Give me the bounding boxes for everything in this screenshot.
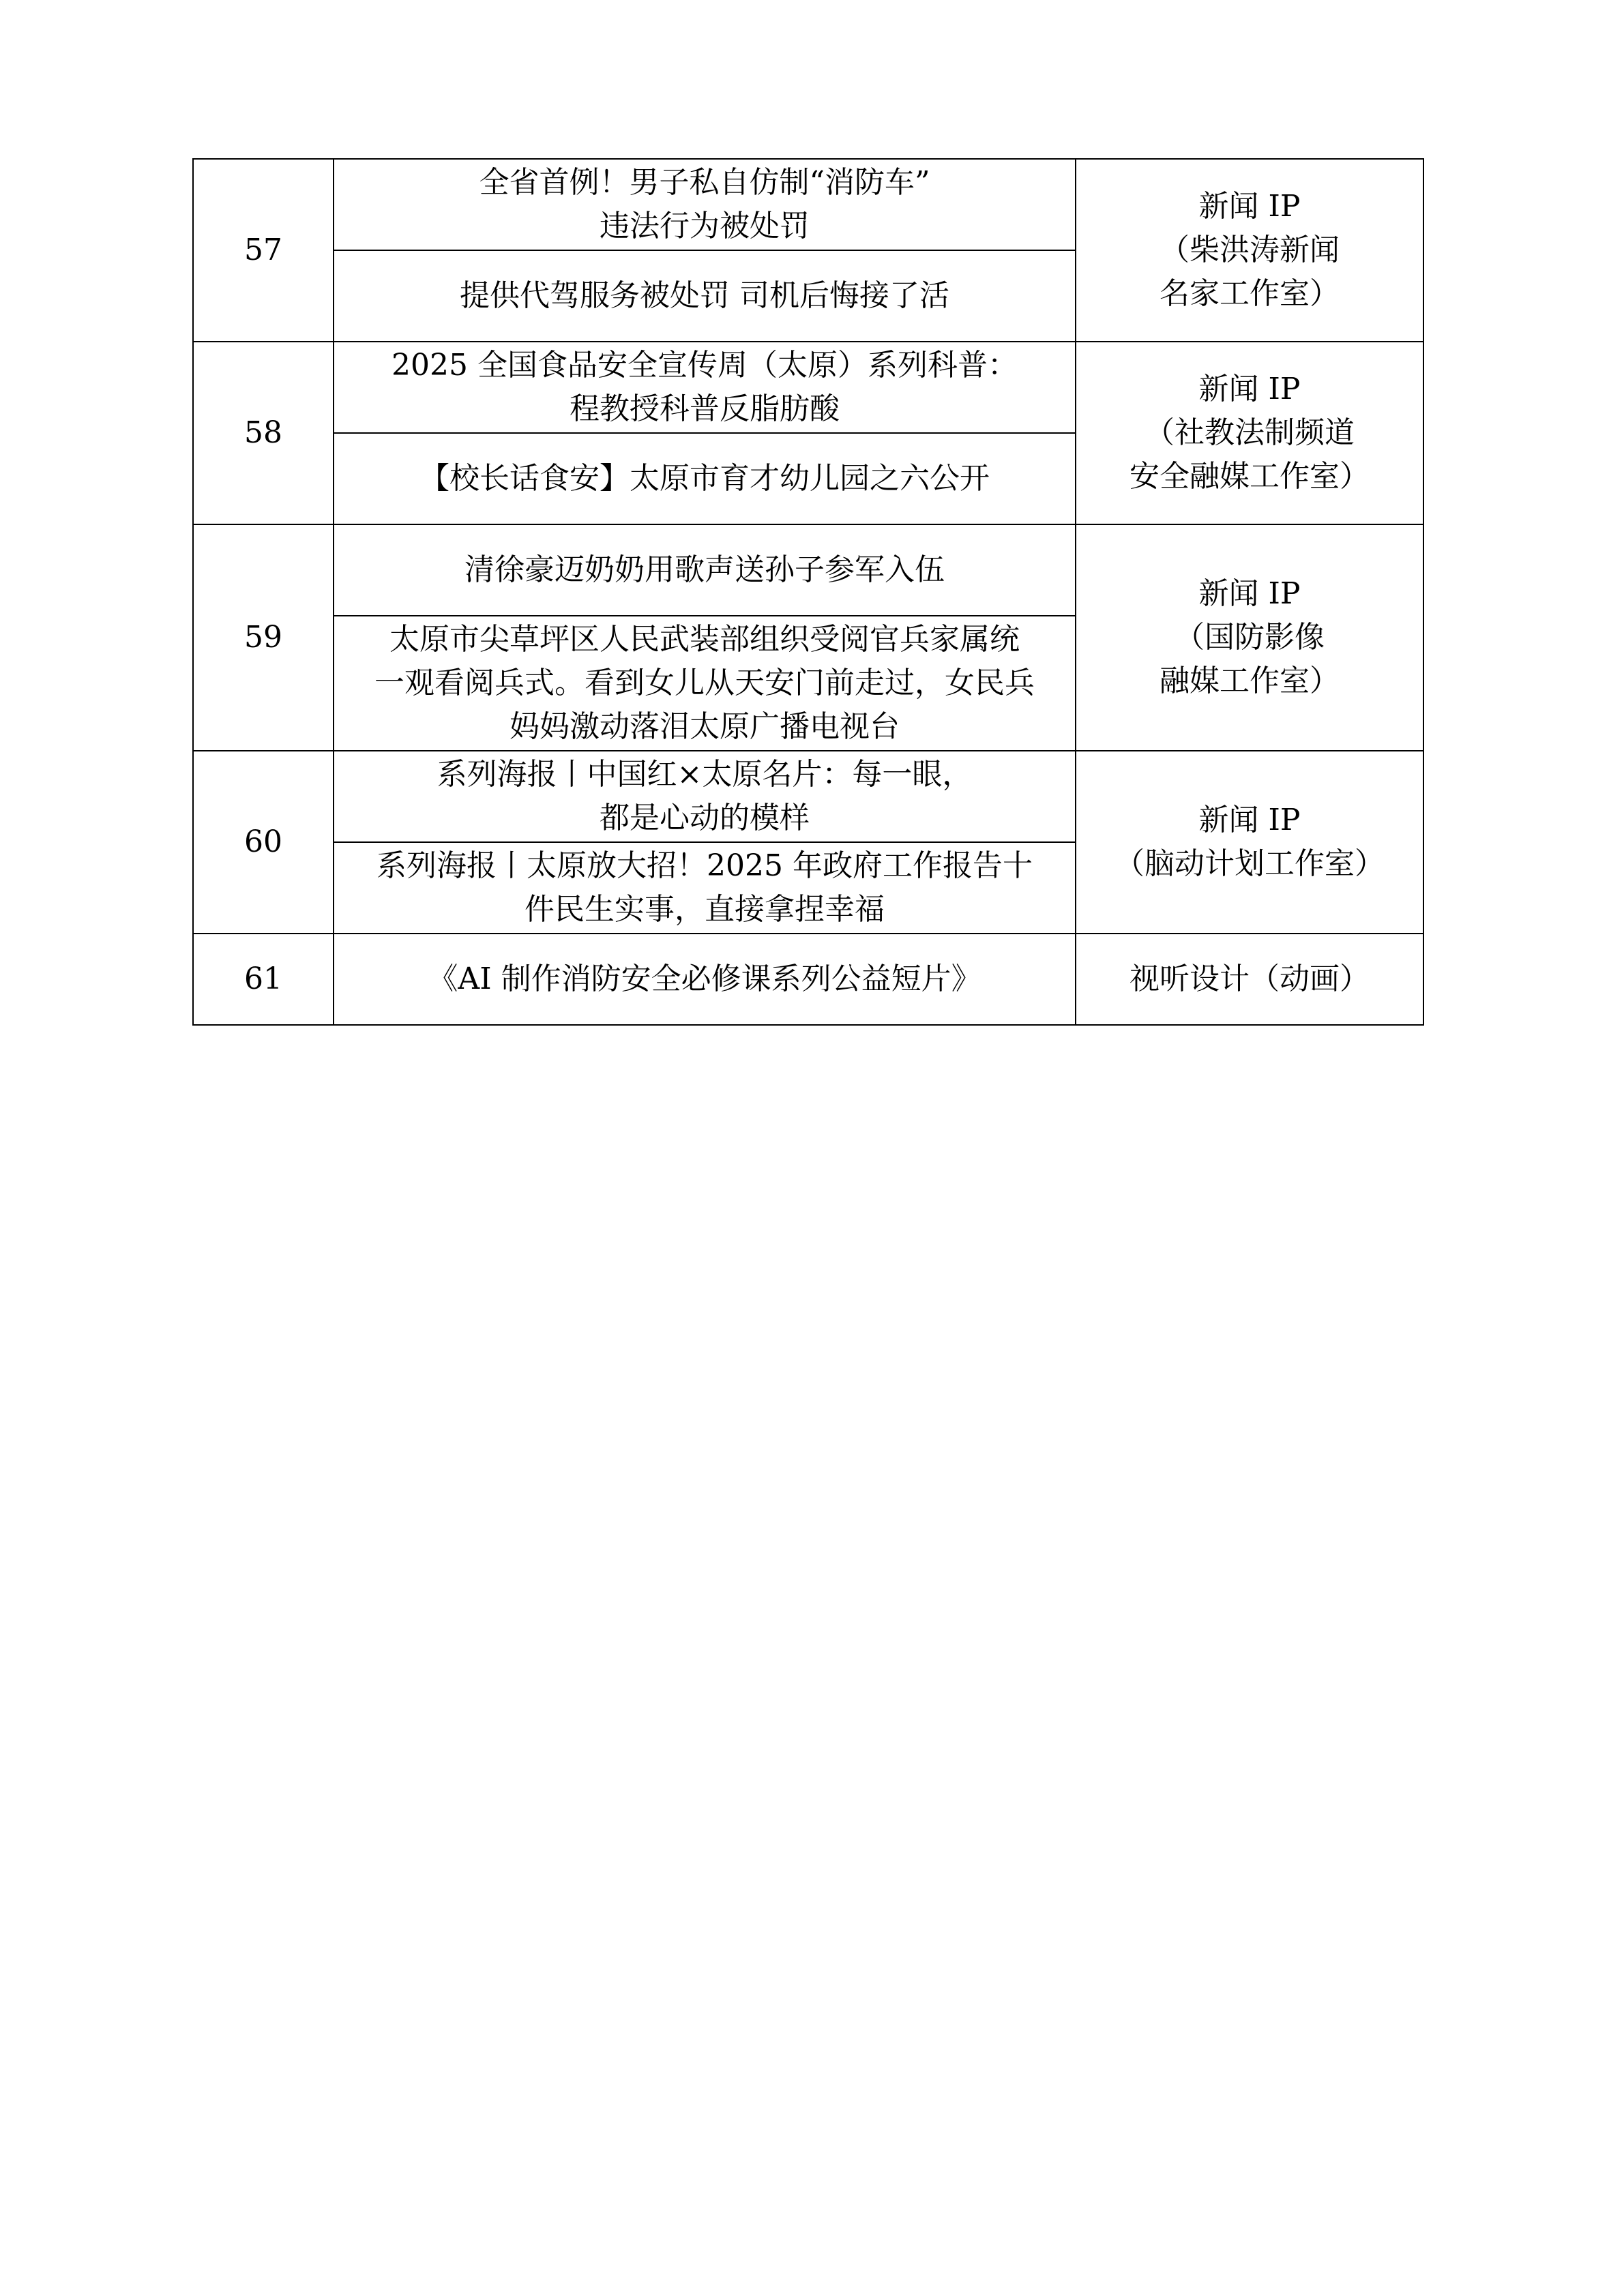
work-title xyxy=(334,934,1076,1025)
row-number: 58 xyxy=(193,342,334,524)
category-line: 新闻 IP xyxy=(1198,576,1301,611)
title-line: 全省首例！男子私自仿制“消防车” xyxy=(479,165,930,200)
category-cell xyxy=(1076,159,1423,342)
category-line: 新闻 IP xyxy=(1198,372,1301,406)
row-number: 60 xyxy=(193,751,334,934)
title-line: 件民生实事，直接拿捏幸福 xyxy=(525,892,885,927)
title-line: 太原市尖草坪区人民武装部组织受阅官兵家属统 xyxy=(389,622,1020,657)
title-line: 程教授科普反脂肪酸 xyxy=(570,391,840,426)
category-line: 名家工作室） xyxy=(1160,276,1340,311)
title-line: 都是心动的模样 xyxy=(600,801,810,835)
work-title xyxy=(334,842,1076,934)
category-cell xyxy=(1076,342,1423,524)
category-cell xyxy=(1076,751,1423,934)
title-line: 系列海报丨中国红×太原名片：每一眼， xyxy=(437,757,973,792)
title-line: 【校长话食安】太原市育才幼儿园之六公开 xyxy=(419,461,990,496)
table-row xyxy=(193,159,1423,250)
work-title xyxy=(334,751,1076,842)
row-number: 57 xyxy=(193,159,334,342)
category-line: 视听设计（动画） xyxy=(1130,961,1370,996)
table-row xyxy=(193,934,1423,1025)
category-line: 融媒工作室） xyxy=(1160,664,1340,698)
title-line: 一观看阅兵式。看到女儿从天安门前走过，女民兵 xyxy=(374,666,1035,700)
category-line: 新闻 IP xyxy=(1198,803,1301,837)
category-line: （国防影像 xyxy=(1175,620,1325,655)
work-title xyxy=(334,250,1076,342)
category-line: 安全融媒工作室） xyxy=(1130,459,1370,494)
row-number: 61 xyxy=(193,934,334,1025)
title-line: 系列海报丨太原放大招！2025 年政府工作报告十 xyxy=(377,848,1033,883)
title-line: 2025 全国食品安全宣传周（太原）系列科普： xyxy=(392,348,1018,383)
work-title xyxy=(334,159,1076,250)
title-line: 妈妈激动落泪太原广播电视台 xyxy=(510,709,900,744)
table-row xyxy=(193,342,1423,433)
title-line: 清徐豪迈奶奶用歌声送孙子参军入伍 xyxy=(464,552,945,587)
title-line: 违法行为被处罚 xyxy=(600,209,810,243)
category-line: （脑动计划工作室） xyxy=(1114,846,1385,881)
table-row xyxy=(193,751,1423,842)
row-number: 59 xyxy=(193,524,334,751)
title-line: 《AI 制作消防安全必修课系列公益短片》 xyxy=(428,961,981,996)
table-row xyxy=(193,524,1423,616)
category-line: 新闻 IP xyxy=(1198,189,1301,224)
category-line: （柴洪涛新闻 xyxy=(1160,233,1340,267)
category-cell xyxy=(1076,524,1423,751)
category-cell xyxy=(1076,934,1423,1025)
work-title xyxy=(334,616,1076,751)
title-line: 提供代驾服务被处罚 司机后悔接了活 xyxy=(460,278,949,313)
work-title xyxy=(334,433,1076,524)
category-line: （社教法制频道 xyxy=(1145,415,1355,450)
work-title xyxy=(334,342,1076,433)
work-title xyxy=(334,524,1076,616)
award-table xyxy=(192,158,1424,1026)
